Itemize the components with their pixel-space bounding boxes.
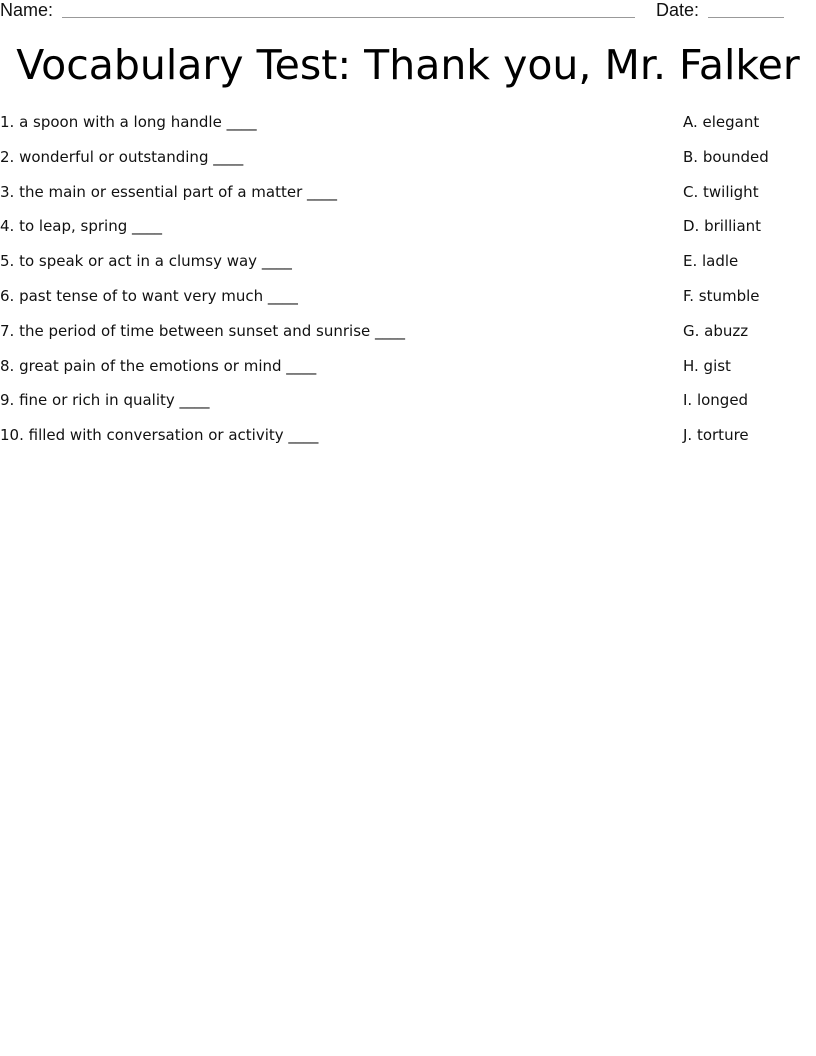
- question-list: [0, 112, 640, 460]
- question-item: 4. to leap, spring ____: [0, 217, 163, 236]
- answer-option: I. longed: [683, 391, 749, 410]
- answer-option: A. elegant: [683, 113, 760, 131]
- question-item: 7. the period of time between sunset and sunrise ____: [0, 321, 406, 340]
- question-item: 2. wonderful or outstanding ____: [0, 147, 244, 166]
- question-item: 1. a spoon with a long handle ____: [0, 113, 257, 131]
- name-label: Name:: [0, 0, 54, 20]
- answer-option: H. gist: [683, 356, 731, 375]
- answer-option: D. brilliant: [683, 217, 762, 236]
- answer-option: G. abuzz: [683, 321, 749, 340]
- page-title: Vocabulary Test: Thank you, Mr. Falker: [16, 41, 800, 89]
- answer-option: B. bounded: [683, 147, 769, 166]
- name-blank-line: [62, 17, 635, 18]
- answer-option: F. stumble: [683, 286, 760, 305]
- question-item: 8. great pain of the emotions or mind ____: [0, 356, 317, 375]
- question-item: 9. fine or rich in quality ____: [0, 391, 210, 410]
- question-item: 5. to speak or act in a clumsy way ____: [0, 252, 292, 271]
- date-label: Date:: [656, 0, 700, 20]
- answer-option: E. ladle: [683, 252, 739, 271]
- date-blank-line: [708, 17, 784, 18]
- name-date-header: [0, 0, 816, 24]
- question-item: 3. the main or essential part of a matter ____: [0, 182, 338, 201]
- answer-option: C. twilight: [683, 182, 759, 201]
- question-item: 10. filled with conversation or activity ____: [0, 426, 319, 445]
- question-item: 6. past tense of to want very much ____: [0, 286, 298, 305]
- answer-option: J. torture: [683, 426, 749, 445]
- answer-bank: [683, 112, 813, 460]
